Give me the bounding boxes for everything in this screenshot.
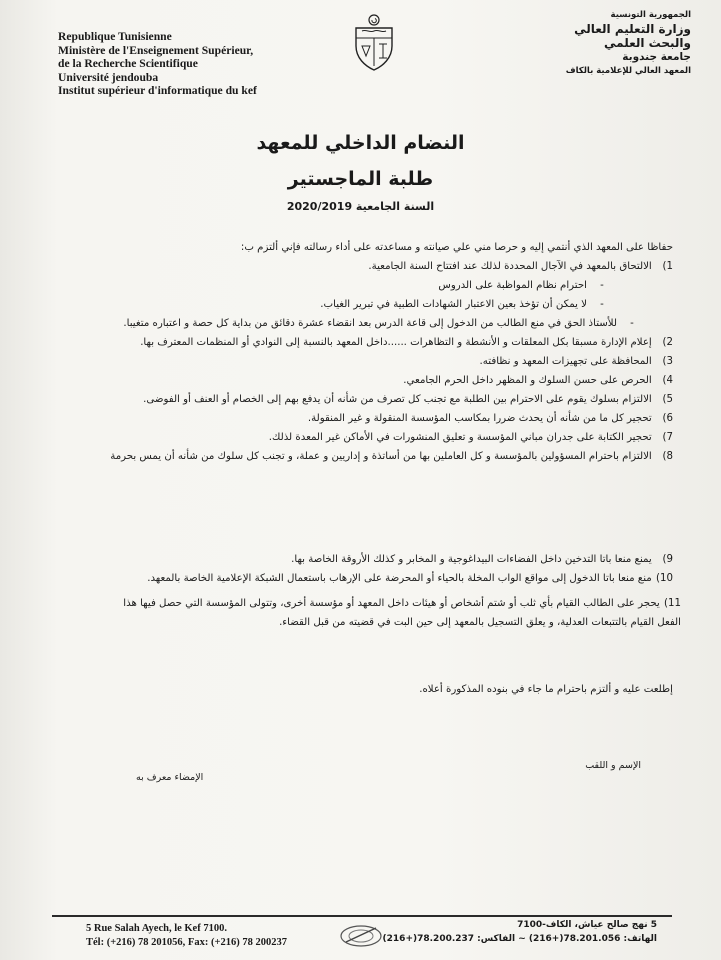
academic-year: السنة الجامعية 2020/2019 — [286, 200, 435, 213]
sub-item: -لا يمكن أن تؤخذ بعين الاعتبار الشهادات الطبية في تبرير الغياب. — [320, 299, 604, 310]
footer-address-ar: 5 نهج صالح عياش، الكاف-7100 — [517, 920, 657, 930]
declaration: إطلعت عليه و ألتزم باحترام ما جاء في بنوده المذكورة أعلاه. — [419, 684, 673, 695]
header-ar-line: المعهد العالي للإعلامية بالكاف — [565, 66, 691, 76]
list-item-11 — [51, 594, 681, 632]
sub-item: -احترام نظام المواظبة على الدروس — [438, 280, 604, 291]
institute-logo-icon — [338, 920, 384, 950]
header-fr-line: de la Recherche Scientifique — [58, 57, 198, 71]
item-number: 2) — [662, 337, 673, 348]
sub-item-text: للأستاذ الحق في منع الطالب من الدخول إلى قاعة الدرس بعد انقضاء عشرة دقائق من بداية كل حصة و اعتباره متغيبا. — [123, 318, 617, 329]
header-fr-line: Ministère de l'Enseignement Supérieur, — [58, 43, 254, 57]
item-text: إعلام الإدارة مسبقا بكل المعلقات و الأنشطة و التظاهرات ......داخل المعهد بالنسبة إلى النوادي أو المنظمات المعترف بها. — [140, 337, 652, 348]
header-fr-line: Republique Tunisienne — [58, 30, 172, 43]
item-text: الالتزام باحترام المسؤولين بالمؤسسة و كل العاملين بها من أساتذة و إداريين و عملة، و تجنب كل سلوك من شأنه أن يمس بحرمة — [110, 451, 652, 462]
item-text: تحجير كل ما من شأنه أن يحدث ضررا بمكاسب المؤسسة المنقولة و غير المنقولة. — [307, 413, 652, 424]
header-fr-line: Université jendouba — [58, 70, 159, 84]
item-text: منع منعا باتا الدخول إلى مواقع الواب المخلة بالحياء أو المحرضة على الإرهاب باستعمال الشبكة الإعلامية الخاصة بالمعهد. — [147, 573, 652, 584]
regulation-body — [73, 238, 673, 466]
header-fr-line: Institut supérieur d'informatique du kef — [58, 84, 257, 98]
header-arabic — [566, 8, 691, 78]
footer-arabic — [383, 918, 657, 946]
item-number: 1) — [662, 261, 673, 272]
item-text: يحجر على الطالب القيام بأي ثلب أو شتم أشخاص أو هيئات داخل المعهد أو مؤسسة أخرى، وتتولى المؤسسة التي حصل فيها هذا — [123, 598, 660, 609]
list-item — [73, 352, 673, 371]
list-item — [73, 333, 673, 352]
document-subtitle: طلبة الماجستير — [287, 168, 434, 190]
item-number: 10) — [656, 573, 673, 584]
header-ar-line: جامعة جندوبة — [622, 51, 691, 63]
list-item — [73, 428, 673, 447]
item-text: يمنع منعا باتا التدخين داخل الفضاءات البيداغوجية و المخابر و كذلك الأروقة الخاصة بها. — [291, 554, 652, 565]
list-item — [73, 569, 673, 588]
list-item — [73, 550, 673, 569]
item-text: الالتزام بسلوك يقوم على الاحترام بين الطلبة مع تجنب كل تصرف من شأنه أن يدفع بهم إلى الخصام أو العنف أو الفوضى. — [143, 394, 652, 405]
header-ar-line: والبحث العلمي — [604, 36, 691, 50]
regulation-body-2 — [73, 550, 673, 588]
list-item — [73, 447, 673, 466]
header-ar-line: الجمهورية التونسية — [610, 10, 691, 20]
list-item — [73, 257, 673, 276]
list-item — [73, 390, 673, 409]
list-item — [73, 409, 673, 428]
item-text: الالتحاق بالمعهد في الآجال المحددة لذلك عند افتتاح السنة الجامعية. — [368, 261, 652, 272]
header-ar-line: وزارة التعليم العالي — [574, 22, 691, 36]
item-text: تحجير الكتابة على جدران مباني المؤسسة و تعليق المنشورات في الأماكن غير المعدة لذلك. — [268, 432, 652, 443]
signature-label: الإمضاء معرف به — [136, 772, 204, 783]
item-number: 3) — [662, 356, 673, 367]
sub-item-text: احترام نظام المواظبة على الدروس — [438, 280, 587, 291]
sub-item: -للأستاذ الحق في منع الطالب من الدخول إلى قاعة الدرس بعد انقضاء عشرة دقائق من بداية كل حصة و اعتباره متغيبا. — [123, 318, 634, 329]
footer-french — [86, 922, 287, 950]
tunisia-coat-of-arms-icon — [352, 14, 396, 72]
item-number: 9) — [662, 554, 673, 565]
item-number: 5) — [662, 394, 673, 405]
list-item-8 — [61, 486, 681, 505]
footer-divider — [52, 915, 672, 917]
item-number: 11) — [664, 598, 681, 609]
sub-item-text: لا يمكن أن تؤخذ بعين الاعتبار الشهادات الطبية في تبرير الغياب. — [320, 299, 587, 310]
footer-address: 5 Rue Salah Ayech, le Kef 7100. — [86, 923, 227, 934]
header-french — [58, 30, 257, 98]
item-number: 7) — [662, 432, 673, 443]
footer-phone-ar: الهاتف: 78.201.056(+216) ~ الفاكس: 78.200.237(+216) — [382, 934, 657, 944]
item-number: 6) — [662, 413, 673, 424]
item-text-continued: الفعل القيام بالتتبعات العدلية، و يعلق التسجيل بالمعهد إلى حين البت في قضيته من قبل القضاء. — [279, 617, 681, 628]
item-number: 4) — [662, 375, 673, 386]
item-text: الحرص على حسن السلوك و المظهر داخل الحرم الجامعي. — [403, 375, 652, 386]
item-text: المحافظة على تجهيزات المعهد و نظافته. — [479, 356, 652, 367]
list-item — [73, 371, 673, 390]
name-label: الإسم و اللقب — [585, 760, 641, 771]
intro-text: حفاظا على المعهد الذي أنتمي إليه و حرصا مني علي صيانته و مساعدته على أداء رسالته فإني ألتزم ب: — [240, 242, 673, 253]
item-number: 8) — [662, 451, 673, 462]
document-title: النضام الداخلي للمعهد — [256, 132, 465, 154]
footer-phone: Tél: (+216) 78 201056, Fax: (+216) 78 200237 — [86, 937, 287, 948]
